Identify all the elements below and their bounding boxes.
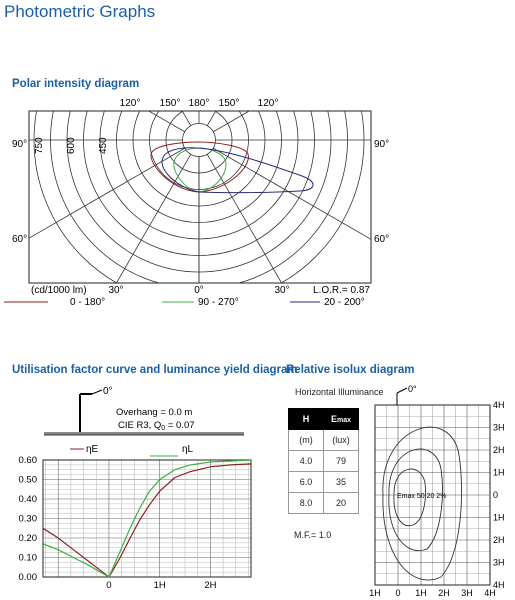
util-y-tick-label: 0.50 [18, 474, 37, 486]
polar-top-label-2: 150° [159, 98, 181, 109]
isolux-x-tick-label: 4H [484, 588, 496, 598]
isolux-section-title: Relative isolux diagram [286, 364, 415, 376]
isolux-subtitle: Horizontal Illuminance [295, 387, 384, 397]
utilisation-section-title: Utilisation factor curve and luminance yield diagram [12, 364, 298, 376]
polar-lor-label: L.O.R.= 0.87 [313, 285, 370, 296]
polar-section-title: Polar intensity diagram [12, 78, 140, 90]
polar-left-90-label: 90° [12, 139, 28, 150]
util-x-tick-label: 2H [204, 580, 217, 591]
isolux-chart [355, 385, 515, 600]
table-cell: 35 [324, 472, 359, 493]
mf-label: M.F.= 1.0 [294, 530, 332, 540]
util-y-tick-label: 0.40 [18, 494, 37, 505]
table-unit-lux: (lux) [324, 430, 359, 451]
isolux-y-tick-label: 2H [493, 535, 505, 545]
table-cell: 4.0 [289, 451, 324, 472]
polar-radial-label-600: 600 [66, 137, 77, 154]
legend-label-eta-e: ηE [86, 444, 99, 455]
isolux-contour-label: Emax 50 20 2% [397, 493, 447, 500]
polar-bottom-label-30-right: 30° [274, 285, 290, 296]
utilisation-chart [0, 440, 260, 590]
legend-label-eta-l: ηL [182, 444, 194, 455]
util-y-tick-label: 0.30 [18, 513, 37, 525]
page-title: Photometric Graphs [4, 2, 156, 21]
isolux-y-tick-label: 3H [493, 557, 505, 568]
polar-right-90-label: 90° [374, 139, 390, 150]
luminaire-angle-label: 0° [103, 386, 113, 397]
legend-label-20-200: 20 - 200° [324, 297, 365, 308]
cie-label: CIE R3, $Q_0 = 0.07$ [118, 420, 195, 432]
util-y-tick-label: 0.00 [18, 572, 37, 583]
polar-radial-label-450: 450 [98, 137, 109, 154]
legend-label-0-180: 0 - 180° [70, 297, 106, 308]
overhang-label: Overhang = 0.0 m [116, 407, 193, 418]
polar-top-label-5: 120° [257, 98, 279, 109]
polar-units-label: (cd/1000 lm) [31, 285, 87, 296]
table-cell: 8.0 [289, 493, 324, 514]
isolux-y-tick-label: 1H [493, 512, 505, 523]
util-y-tick-label: 0.10 [18, 552, 37, 564]
polar-top-label-3: 180° [188, 98, 210, 109]
angle-marker-line [92, 390, 102, 394]
isolux-y-tick-label: 1H [493, 467, 505, 478]
isolux-table [288, 408, 359, 514]
table-cell: 79 [324, 451, 359, 472]
util-x-tick-label: 0 [106, 580, 112, 591]
polar-radial-label-750: 750 [34, 137, 45, 154]
isolux-x-tick-label: 0 [395, 588, 401, 598]
isolux-x-tick-label: 3H [461, 588, 473, 598]
util-y-tick-label: 0.20 [18, 533, 37, 544]
polar-top-label-4: 150° [218, 98, 240, 109]
polar-left-60-label: 60° [12, 234, 28, 245]
isolux-x-tick-label: 2H [438, 588, 450, 598]
isolux-y-tick-label: 4H [493, 580, 505, 590]
isolux-y-tick-label: 2H [493, 445, 505, 455]
isolux-x-tick-label: 1H [415, 588, 427, 598]
table-header-emax: Emax [324, 409, 359, 430]
table-cell: 6.0 [289, 472, 324, 493]
isolux-x-tick-label: 1H [369, 588, 381, 598]
table-header-h: H [289, 409, 324, 430]
polar-bottom-label-0: 0° [194, 285, 204, 296]
util-y-tick-label: 0.60 [18, 455, 37, 466]
isolux-y-tick-label: 0 [493, 490, 499, 500]
polar-top-label-1: 120° [119, 98, 141, 109]
isolux-y-tick-label: 3H [493, 422, 505, 433]
table-cell: 20 [324, 493, 359, 514]
luminaire-schematic [0, 380, 280, 440]
polar-intensity-diagram [0, 90, 515, 320]
table-unit-h: (m) [289, 430, 324, 451]
polar-right-60-label: 60° [374, 234, 390, 245]
legend-label-90-270: 90 - 270° [198, 297, 239, 308]
isolux-angle-label: 0° [408, 384, 417, 394]
isolux-angle-line [397, 388, 407, 393]
polar-bottom-label-30-left: 30° [108, 285, 124, 296]
util-x-tick-label: 1H [153, 580, 166, 591]
isolux-y-tick-label: 4H [493, 400, 505, 410]
